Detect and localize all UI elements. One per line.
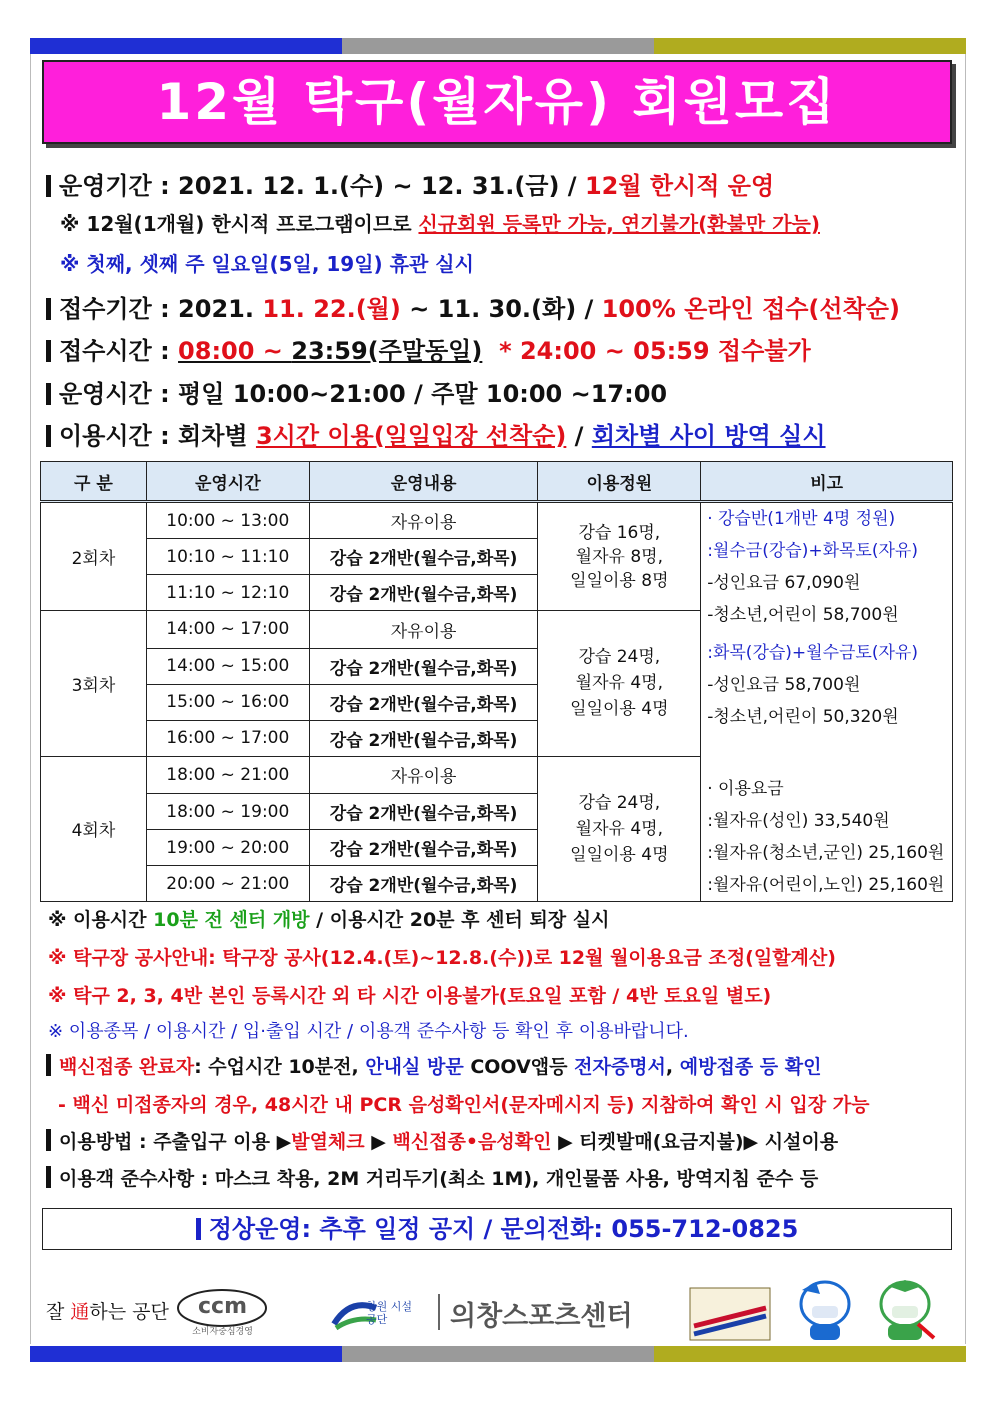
- content-cell: 자유이용: [309, 756, 538, 794]
- session-name: 2회차: [41, 502, 147, 611]
- notice-construction: ※ 탁구장 공사안내: 탁구장 공사(12.4.(토)~12.8.(수))로 12월 월이용요금 조정(일할계산): [48, 947, 836, 969]
- ccm-logo: ccm 소비자중심경영: [175, 1288, 270, 1336]
- session-name: 4회차: [41, 756, 147, 902]
- time-cell: 19:00 ~ 20:00: [146, 830, 309, 866]
- time-cell: 14:00 ~ 17:00: [146, 611, 309, 649]
- col-header: 운영내용: [309, 462, 538, 502]
- certification-badge-icon: [688, 1286, 772, 1342]
- mascot-green: [868, 1280, 942, 1342]
- time-cell: 10:00 ~ 13:00: [146, 502, 309, 539]
- note-two: ※ 첫째, 셋째 주 일요일(5일, 19일) 휴관 실시: [60, 252, 474, 276]
- time-cell: 20:00 ~ 21:00: [146, 866, 309, 902]
- user-rules: 이용객 준수사항 : 마스크 착용, 2M 거리두기(최소 1M), 개인물품 사용, 방역지침 준수 등: [46, 1164, 818, 1191]
- content-cell: 강습 2개반(월수금,화목): [309, 684, 538, 720]
- schedule-table: [40, 461, 953, 902]
- content-cell: 강습 2개반(월수금,화목): [309, 830, 538, 866]
- slogan: 잘 通하는 공단: [46, 1301, 169, 1323]
- content-cell: 강습 2개반(월수금,화목): [309, 794, 538, 830]
- time-cell: 15:00 ~ 16:00: [146, 684, 309, 720]
- capacity-cell: 강습 16명, 월자유 8명, 일일이용 8명: [538, 502, 701, 611]
- time-cell: 14:00 ~ 15:00: [146, 648, 309, 684]
- notice-pcr: - 백신 미접종자의 경우, 48시간 내 PCR 음성확인서(문자메시지 등) 지참하여 확인 시 입장 가능: [58, 1094, 870, 1116]
- reg-period: 접수기간 : 2021. 11. 22.(월) ~ 11. 30.(화) / 100% 온라인 접수(선착순): [46, 289, 900, 324]
- certification-badge: [688, 1286, 772, 1342]
- col-header: 구 분: [41, 462, 147, 502]
- content-cell: 자유이용: [309, 502, 538, 539]
- content-cell: 강습 2개반(월수금,화목): [309, 648, 538, 684]
- bottom-stripe: [30, 1346, 966, 1362]
- session-name: 3회차: [41, 611, 147, 757]
- time-cell: 11:10 ~ 12:10: [146, 575, 309, 611]
- capacity-cell: 강습 24명, 월자유 4명, 일일이용 4명: [538, 611, 701, 757]
- remarks-cell: · 강습반(1개반 4명 정원) :월수금(강습)+화목토(자유) -성인요금 67,090원 -청소년,어린이 58,700원 :화목(강습)+월수금토(자유) -성인요금 58,700원 -청소년,어린이 50,320원 · 이용요금 :월자유(성인) 33,540원 :월자유(청소년,군인) 25,160원 :월자유(어린이,노인) 25,160원: [701, 502, 953, 902]
- content-cell: 자유이용: [309, 611, 538, 649]
- col-header: 운영시간: [146, 462, 309, 502]
- content-cell: 강습 2개반(월수금,화목): [309, 866, 538, 902]
- time-cell: 18:00 ~ 21:00: [146, 756, 309, 794]
- content-cell: 강습 2개반(월수금,화목): [309, 575, 538, 611]
- contact-box: 정상운영: 추후 일정 공지 / 문의전화: 055-712-0825: [42, 1208, 952, 1250]
- top-stripe: [30, 38, 966, 54]
- page-title: 12월 탁구(월자유) 회원모집: [42, 60, 952, 144]
- notice-restriction: ※ 탁구 2, 3, 4반 본인 등록시간 외 타 시간 이용불가(토요일 포함 / 4반 토요일 별도): [48, 985, 772, 1007]
- use-time: 이용시간 : 회차별 3시간 이용(일일입장 선착순) / 회차별 사이 방역 실시: [46, 416, 826, 451]
- mascot-blue: [790, 1280, 860, 1342]
- op-time: 운영시간 : 평일 10:00~21:00 / 주말 10:00 ~17:00: [46, 374, 667, 409]
- mascot-blue-icon: [790, 1280, 860, 1342]
- usage-method: 이용방법 : 주출입구 이용 ▶발열체크 ▶ 백신접종•음성확인 ▶ 티켓발매(요금지불)▶ 시설이용: [46, 1127, 838, 1154]
- time-cell: 16:00 ~ 17:00: [146, 720, 309, 756]
- content-cell: 강습 2개반(월수금,화목): [309, 720, 538, 756]
- notice-check: ※ 이용종목 / 이용시간 / 입·출입 시간 / 이용객 준수사항 등 확인 후 이용바랍니다.: [48, 1021, 689, 1042]
- time-cell: 18:00 ~ 19:00: [146, 794, 309, 830]
- note-one: ※ 12월(1개월) 한시적 프로그램이므로 신규회원 등록만 가능, 연기불가(환불만 가능): [60, 212, 820, 236]
- time-cell: 10:10 ~ 11:10: [146, 539, 309, 575]
- col-header: 이용정원: [538, 462, 701, 502]
- reg-time: 접수시간 : 08:00 ~ 23:59(주말동일) * 24:00 ~ 05:59 접수불가: [46, 331, 811, 366]
- content-cell: 강습 2개반(월수금,화목): [309, 539, 538, 575]
- notice-open-time: ※ 이용시간 10분 전 센터 개방 / 이용시간 20분 후 센터 퇴장 실시: [48, 909, 610, 931]
- mascot-green-icon: [868, 1280, 942, 1342]
- op-period: 운영기간 : 2021. 12. 1.(수) ~ 12. 31.(금) / 12월 한시적 운영: [46, 166, 774, 201]
- col-header: 비고: [701, 462, 953, 502]
- capacity-cell: 강습 24명, 월자유 4명, 일일이용 4명: [538, 756, 701, 902]
- center-logo: 창원 시설공단 의창스포츠센터: [330, 1290, 650, 1336]
- notice-vaccinated: 백신접종 완료자: 수업시간 10분전, 안내실 방문 COOV앱등 전자증명서, 예방접종 등 확인: [46, 1052, 821, 1079]
